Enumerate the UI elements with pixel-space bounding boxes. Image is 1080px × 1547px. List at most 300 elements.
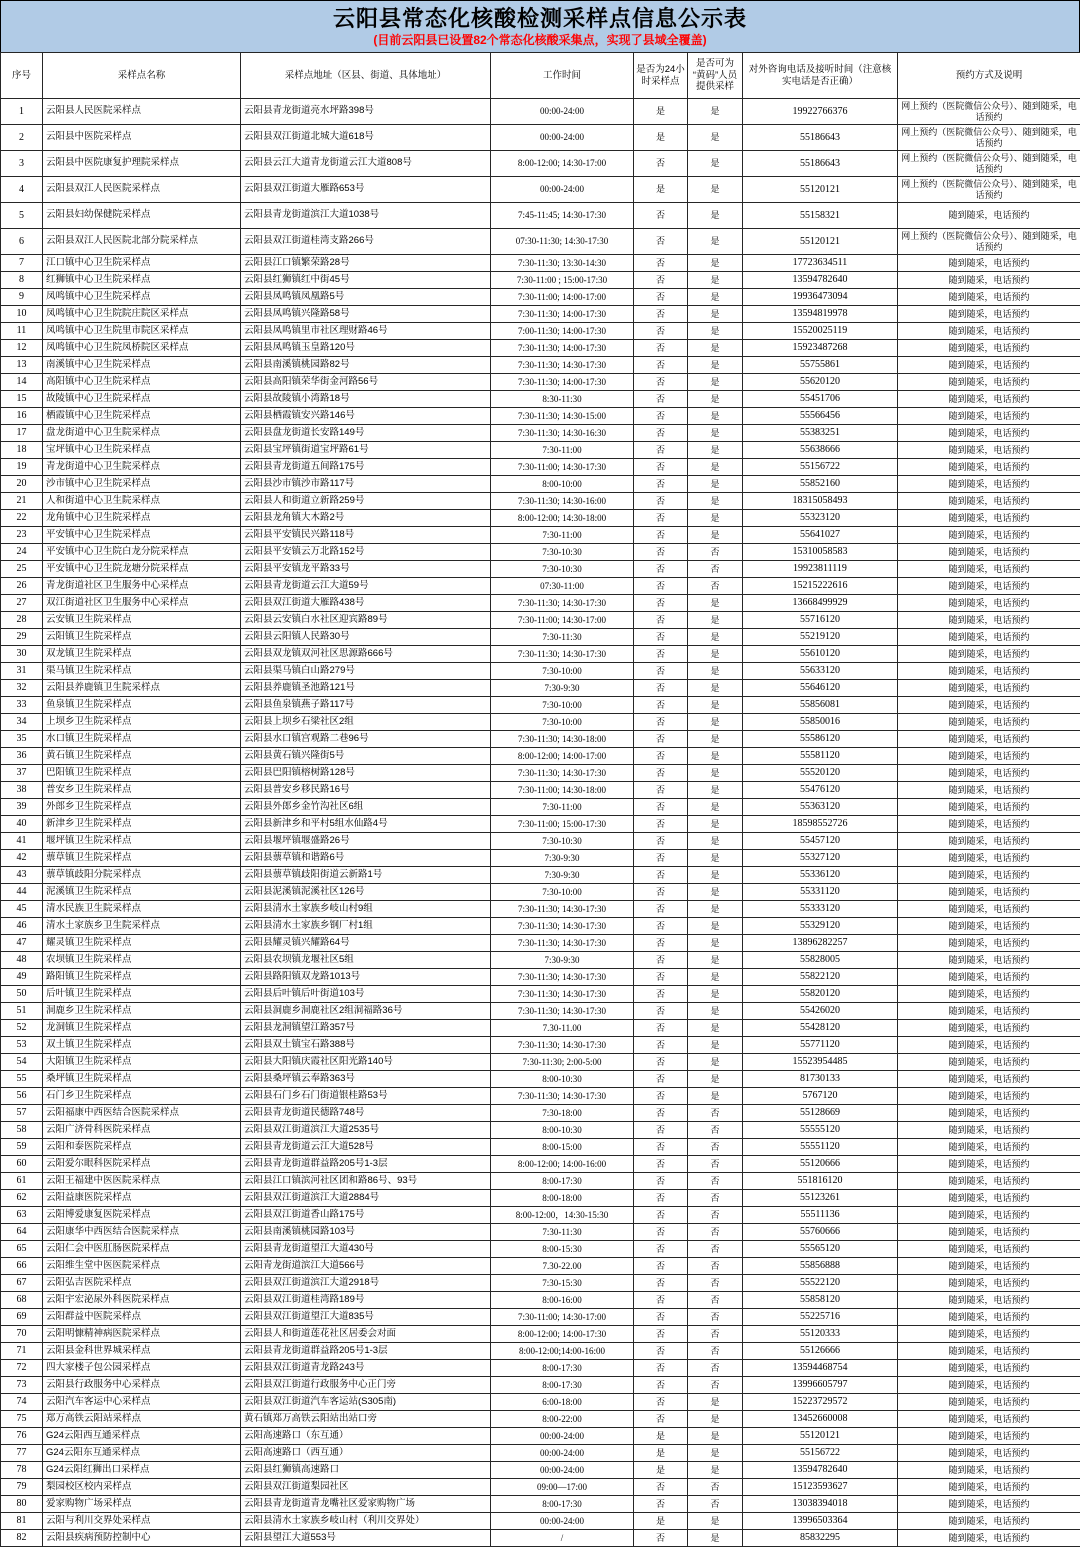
cell-worktime: 8:00-15:30 bbox=[491, 1241, 634, 1258]
cell-name: 清水民族卫生院采样点 bbox=[43, 901, 241, 918]
cell-name: 沙市镇中心卫生院采样点 bbox=[43, 476, 241, 493]
cell-worktime: 7:30-9:30 bbox=[491, 680, 634, 697]
cell-seq: 72 bbox=[1, 1360, 43, 1377]
cell-24h: 否 bbox=[634, 1003, 688, 1020]
table-row bbox=[1, 289, 1080, 306]
cell-booking: 随到随采，电话预约 bbox=[898, 1105, 1080, 1122]
cell-booking: 随到随采，电话预约 bbox=[898, 850, 1080, 867]
cell-yellowcode: 否 bbox=[688, 1173, 743, 1190]
cell-address: 云阳县路阳镇双龙路1013号 bbox=[241, 969, 491, 986]
table-row bbox=[1, 125, 1080, 151]
table-row bbox=[1, 1343, 1080, 1360]
cell-24h: 否 bbox=[634, 646, 688, 663]
table-row bbox=[1, 731, 1080, 748]
cell-yellowcode: 是 bbox=[688, 99, 743, 125]
cell-seq: 4 bbox=[1, 177, 43, 203]
cell-address: 云阳县耀灵镇兴耀路64号 bbox=[241, 935, 491, 952]
cell-24h: 否 bbox=[634, 1496, 688, 1513]
cell-address: 云阳县巴阳镇榕树路128号 bbox=[241, 765, 491, 782]
cell-worktime: 7.30-11.00 bbox=[491, 1020, 634, 1037]
cell-name: 蔈草镇歧阳分院采样点 bbox=[43, 867, 241, 884]
cell-seq: 10 bbox=[1, 306, 43, 323]
cell-booking: 随到随采，电话预约 bbox=[898, 1088, 1080, 1105]
cell-24h: 是 bbox=[634, 1428, 688, 1445]
table-row bbox=[1, 459, 1080, 476]
cell-phone: 55428120 bbox=[743, 1020, 898, 1037]
cell-seq: 76 bbox=[1, 1428, 43, 1445]
table-row bbox=[1, 340, 1080, 357]
cell-booking: 随到随采，电话预约 bbox=[898, 986, 1080, 1003]
cell-address: 云阳县龙洞镇望江路357号 bbox=[241, 1020, 491, 1037]
cell-worktime: 8:00-17:30 bbox=[491, 1377, 634, 1394]
cell-booking: 随到随采，电话预约 bbox=[898, 918, 1080, 935]
cell-worktime: 7.30-22.00 bbox=[491, 1258, 634, 1275]
cell-seq: 81 bbox=[1, 1513, 43, 1530]
cell-yellowcode: 是 bbox=[688, 629, 743, 646]
cell-phone: 55646120 bbox=[743, 680, 898, 697]
cell-worktime: 8:00-10:30 bbox=[491, 1071, 634, 1088]
table-row bbox=[1, 408, 1080, 425]
cell-seq: 71 bbox=[1, 1343, 43, 1360]
cell-worktime: 7:30-10:30 bbox=[491, 544, 634, 561]
cell-seq: 25 bbox=[1, 561, 43, 578]
cell-seq: 15 bbox=[1, 391, 43, 408]
cell-seq: 73 bbox=[1, 1377, 43, 1394]
cell-phone: 19923811119 bbox=[743, 561, 898, 578]
cell-24h: 否 bbox=[634, 1224, 688, 1241]
cell-name: 云阳与利川交界处采样点 bbox=[43, 1513, 241, 1530]
cell-address: 云阳县青龙街道滨江大道1038号 bbox=[241, 203, 491, 229]
table-row bbox=[1, 391, 1080, 408]
cell-name: 大阳镇卫生院采样点 bbox=[43, 1054, 241, 1071]
cell-24h: 否 bbox=[634, 1326, 688, 1343]
cell-booking: 随到随采，电话预约 bbox=[898, 612, 1080, 629]
cell-name: 普安乡卫生院采样点 bbox=[43, 782, 241, 799]
cell-seq: 11 bbox=[1, 323, 43, 340]
cell-booking: 随到随采，电话预约 bbox=[898, 527, 1080, 544]
table-row bbox=[1, 850, 1080, 867]
cell-phone: 5767120 bbox=[743, 1088, 898, 1105]
cell-phone: 55156722 bbox=[743, 1445, 898, 1462]
cell-booking: 随到随采，电话预约 bbox=[898, 731, 1080, 748]
cell-phone: 15923487268 bbox=[743, 340, 898, 357]
cell-24h: 是 bbox=[634, 125, 688, 151]
cell-address: 云阳县凤鸣镇里市社区理财路46号 bbox=[241, 323, 491, 340]
cell-booking: 随到随采，电话预约 bbox=[898, 1360, 1080, 1377]
header-row bbox=[1, 53, 1080, 99]
cell-seq: 17 bbox=[1, 425, 43, 442]
cell-name: 双龙镇卫生院采样点 bbox=[43, 646, 241, 663]
cell-address: 云阳县双江街道大雁路438号 bbox=[241, 595, 491, 612]
cell-booking: 随到随采，电话预约 bbox=[898, 544, 1080, 561]
cell-worktime: 7:30-11:30; 14:30-17:30 bbox=[491, 1088, 634, 1105]
table-row bbox=[1, 1003, 1080, 1020]
cell-worktime: 7:30-11:30; 14:00-17:30 bbox=[491, 374, 634, 391]
cell-address: 云阳县双江街道北城大道618号 bbox=[241, 125, 491, 151]
cell-worktime: 7:30-11:30; 14:30-17:30 bbox=[491, 986, 634, 1003]
cell-address: 云阳县青龙街道望江大道430号 bbox=[241, 1241, 491, 1258]
cell-booking: 网上预约（医院微信公众号）、随到随采，电话预约 bbox=[898, 99, 1080, 125]
cell-booking: 随到随采，电话预约 bbox=[898, 901, 1080, 918]
cell-address: 云阳县江口镇繁荣路28号 bbox=[241, 255, 491, 272]
cell-worktime: 00:00-24:00 bbox=[491, 125, 634, 151]
cell-24h: 否 bbox=[634, 1241, 688, 1258]
cell-name: 上坝乡卫生院采样点 bbox=[43, 714, 241, 731]
cell-24h: 否 bbox=[634, 782, 688, 799]
cell-address: 云阳县宝坪镇街道宝坪路61号 bbox=[241, 442, 491, 459]
cell-yellowcode: 是 bbox=[688, 1003, 743, 1020]
cell-seq: 33 bbox=[1, 697, 43, 714]
cell-yellowcode: 是 bbox=[688, 714, 743, 731]
cell-seq: 24 bbox=[1, 544, 43, 561]
cell-seq: 1 bbox=[1, 99, 43, 125]
cell-24h: 否 bbox=[634, 1071, 688, 1088]
cell-name: 堰坪镇卫生院采样点 bbox=[43, 833, 241, 850]
cell-worktime: 00:00-24:00 bbox=[491, 1513, 634, 1530]
cell-address: 云阳县凤鸣镇凤凰路5号 bbox=[241, 289, 491, 306]
cell-address: 云阳县双江街道桂湾支路266号 bbox=[241, 229, 491, 255]
cell-name: 栖霞镇中心卫生院采样点 bbox=[43, 408, 241, 425]
cell-address: 云阳县云阳镇人民路30号 bbox=[241, 629, 491, 646]
cell-address: 云阳县龙角镇大木路2号 bbox=[241, 510, 491, 527]
cell-24h: 否 bbox=[634, 203, 688, 229]
cell-booking: 网上预约（医院微信公众号）、随到随采，电话预约 bbox=[898, 151, 1080, 177]
cell-24h: 否 bbox=[634, 612, 688, 629]
cell-seq: 2 bbox=[1, 125, 43, 151]
cell-booking: 随到随采，电话预约 bbox=[898, 680, 1080, 697]
cell-name: 云阳广济骨科医院采样点 bbox=[43, 1122, 241, 1139]
cell-yellowcode: 是 bbox=[688, 816, 743, 833]
cell-yellowcode: 是 bbox=[688, 1020, 743, 1037]
cell-24h: 否 bbox=[634, 408, 688, 425]
cell-24h: 否 bbox=[634, 1292, 688, 1309]
cell-seq: 32 bbox=[1, 680, 43, 697]
column-header-24h: 是否为24小时采样点 bbox=[634, 53, 688, 99]
table-row bbox=[1, 1224, 1080, 1241]
cell-name: 青龙街道社区卫生服务中心采样点 bbox=[43, 578, 241, 595]
table-row bbox=[1, 1411, 1080, 1428]
cell-name: 蔈草镇卫生院采样点 bbox=[43, 850, 241, 867]
cell-booking: 随到随采，电话预约 bbox=[898, 510, 1080, 527]
cell-seq: 62 bbox=[1, 1190, 43, 1207]
cell-24h: 否 bbox=[634, 340, 688, 357]
cell-phone: 55126666 bbox=[743, 1343, 898, 1360]
table-row bbox=[1, 1394, 1080, 1411]
cell-booking: 随到随采，电话预约 bbox=[898, 714, 1080, 731]
cell-yellowcode: 是 bbox=[688, 1054, 743, 1071]
cell-24h: 否 bbox=[634, 425, 688, 442]
cell-name: 巴阳镇卫生院采样点 bbox=[43, 765, 241, 782]
cell-booking: 随到随采，电话预约 bbox=[898, 459, 1080, 476]
cell-seq: 37 bbox=[1, 765, 43, 782]
cell-worktime: 7:30-11:00; 14:30-17:00 bbox=[491, 1309, 634, 1326]
cell-yellowcode: 否 bbox=[688, 561, 743, 578]
cell-24h: 否 bbox=[634, 561, 688, 578]
cell-name: 宝坪镇中心卫生院采样点 bbox=[43, 442, 241, 459]
cell-24h: 否 bbox=[634, 272, 688, 289]
cell-phone: 13896282257 bbox=[743, 935, 898, 952]
cell-name: 云阳县行政服务中心采样点 bbox=[43, 1377, 241, 1394]
cell-seq: 42 bbox=[1, 850, 43, 867]
cell-yellowcode: 是 bbox=[688, 612, 743, 629]
cell-24h: 否 bbox=[634, 1122, 688, 1139]
cell-name: 凤鸣镇中心卫生院院庄院区采样点 bbox=[43, 306, 241, 323]
cell-address: 云阳县南溪镇桃园路82号 bbox=[241, 357, 491, 374]
cell-name: 云安镇卫生院采样点 bbox=[43, 612, 241, 629]
cell-worktime: 8:00-15:00 bbox=[491, 1139, 634, 1156]
cell-booking: 随到随采，电话预约 bbox=[898, 391, 1080, 408]
cell-worktime: 7:30-11:30; 14:00-17:30 bbox=[491, 306, 634, 323]
cell-worktime: 8:00-17:30 bbox=[491, 1360, 634, 1377]
cell-24h: 否 bbox=[634, 391, 688, 408]
cell-address: 云阳县青龙街道五间路175号 bbox=[241, 459, 491, 476]
cell-24h: 否 bbox=[634, 442, 688, 459]
cell-24h: 否 bbox=[634, 935, 688, 952]
cell-name: 云阳博爱康复医院采样点 bbox=[43, 1207, 241, 1224]
cell-seq: 9 bbox=[1, 289, 43, 306]
cell-phone: 55333120 bbox=[743, 901, 898, 918]
cell-yellowcode: 否 bbox=[688, 1326, 743, 1343]
column-header-phone: 对外咨询电话及接听时间（注意核实电话是否正确） bbox=[743, 53, 898, 99]
cell-address: 云阳县双江街道滨江大道2884号 bbox=[241, 1190, 491, 1207]
cell-address: 云阳高速路口（西互通） bbox=[241, 1445, 491, 1462]
cell-seq: 65 bbox=[1, 1241, 43, 1258]
table-row bbox=[1, 714, 1080, 731]
cell-name: 云阳和泰医院采样点 bbox=[43, 1139, 241, 1156]
cell-seq: 45 bbox=[1, 901, 43, 918]
cell-phone: 55120333 bbox=[743, 1326, 898, 1343]
cell-seq: 40 bbox=[1, 816, 43, 833]
cell-24h: 否 bbox=[634, 969, 688, 986]
table-row bbox=[1, 799, 1080, 816]
cell-address: 云阳县大阳镇庆霞社区阳光路140号 bbox=[241, 1054, 491, 1071]
cell-booking: 随到随采，电话预约 bbox=[898, 629, 1080, 646]
cell-address: 云阳县凤鸣镇玉皇路120号 bbox=[241, 340, 491, 357]
cell-booking: 随到随采，电话预约 bbox=[898, 255, 1080, 272]
column-header-address: 采样点地址（区县、街道、具体地址） bbox=[241, 53, 491, 99]
cell-24h: 否 bbox=[634, 357, 688, 374]
cell-24h: 否 bbox=[634, 229, 688, 255]
cell-phone: 55638666 bbox=[743, 442, 898, 459]
cell-worktime: 7:30-11:30 bbox=[491, 1224, 634, 1241]
cell-address: 云阳县双龙镇双河社区思源路666号 bbox=[241, 646, 491, 663]
cell-address: 云阳县养鹿镇圣池路121号 bbox=[241, 680, 491, 697]
cell-booking: 随到随采，电话预约 bbox=[898, 952, 1080, 969]
cell-booking: 随到随采，电话预约 bbox=[898, 595, 1080, 612]
cell-seq: 48 bbox=[1, 952, 43, 969]
table-row bbox=[1, 629, 1080, 646]
table-row bbox=[1, 765, 1080, 782]
column-header-worktime: 工作时间 bbox=[491, 53, 634, 99]
cell-name: 云阳县金科世界城采样点 bbox=[43, 1343, 241, 1360]
cell-seq: 26 bbox=[1, 578, 43, 595]
cell-phone: 55457120 bbox=[743, 833, 898, 850]
table-row bbox=[1, 1207, 1080, 1224]
cell-24h: 否 bbox=[634, 578, 688, 595]
cell-address: 云阳县清水土家族乡钢厂村1组 bbox=[241, 918, 491, 935]
cell-worktime: 7:30-10:30 bbox=[491, 833, 634, 850]
cell-booking: 随到随采，电话预约 bbox=[898, 799, 1080, 816]
cell-yellowcode: 是 bbox=[688, 177, 743, 203]
table-row bbox=[1, 1530, 1080, 1547]
title-band bbox=[0, 0, 1080, 52]
cell-seq: 61 bbox=[1, 1173, 43, 1190]
cell-worktime: 7:30-11:00 ; 15:00-17:30 bbox=[491, 272, 634, 289]
cell-yellowcode: 是 bbox=[688, 646, 743, 663]
cell-seq: 70 bbox=[1, 1326, 43, 1343]
cell-seq: 16 bbox=[1, 408, 43, 425]
cell-phone: 13996503364 bbox=[743, 1513, 898, 1530]
cell-address: 云阳县平安镇龙平路33号 bbox=[241, 561, 491, 578]
cell-24h: 否 bbox=[634, 1394, 688, 1411]
cell-address: 云阳县双江街道滨江大道2918号 bbox=[241, 1275, 491, 1292]
cell-yellowcode: 否 bbox=[688, 544, 743, 561]
cell-address: 云阳县清水土家族乡岐山村9组 bbox=[241, 901, 491, 918]
cell-phone: 19936473094 bbox=[743, 289, 898, 306]
table-row bbox=[1, 177, 1080, 203]
table-row bbox=[1, 527, 1080, 544]
cell-phone: 55820120 bbox=[743, 986, 898, 1003]
cell-worktime: 7:30-9:30 bbox=[491, 867, 634, 884]
table-row bbox=[1, 986, 1080, 1003]
table-row bbox=[1, 952, 1080, 969]
cell-address: 云阳县双江街道行政服务中心正门旁 bbox=[241, 1377, 491, 1394]
cell-worktime: 7:30-11:30; 14:30-17:30 bbox=[491, 901, 634, 918]
cell-worktime: 00:00-24:00 bbox=[491, 1445, 634, 1462]
table-row bbox=[1, 867, 1080, 884]
table-row bbox=[1, 1462, 1080, 1479]
table-row bbox=[1, 306, 1080, 323]
cell-booking: 随到随采，电话预约 bbox=[898, 578, 1080, 595]
cell-phone: 13452660008 bbox=[743, 1411, 898, 1428]
cell-address: 云阳县双江街道梨园社区 bbox=[241, 1479, 491, 1496]
cell-seq: 77 bbox=[1, 1445, 43, 1462]
table-row bbox=[1, 203, 1080, 229]
cell-phone: 55852160 bbox=[743, 476, 898, 493]
cell-address: 云阳县双江街道桂湾路189号 bbox=[241, 1292, 491, 1309]
cell-yellowcode: 是 bbox=[688, 306, 743, 323]
cell-yellowcode: 是 bbox=[688, 884, 743, 901]
cell-24h: 是 bbox=[634, 99, 688, 125]
table-row bbox=[1, 680, 1080, 697]
cell-worktime: / bbox=[491, 1530, 634, 1547]
cell-address: 云阳县平安镇民兴路118号 bbox=[241, 527, 491, 544]
cell-seq: 52 bbox=[1, 1020, 43, 1037]
cell-24h: 否 bbox=[634, 986, 688, 1003]
table-row bbox=[1, 357, 1080, 374]
cell-worktime: 7:30-11:00 bbox=[491, 527, 634, 544]
cell-booking: 随到随采，电话预约 bbox=[898, 1003, 1080, 1020]
cell-yellowcode: 否 bbox=[688, 1360, 743, 1377]
cell-yellowcode: 是 bbox=[688, 1513, 743, 1530]
cell-name: 云阳爱尔眼科医院采样点 bbox=[43, 1156, 241, 1173]
cell-name: 新津乡卫生院采样点 bbox=[43, 816, 241, 833]
cell-24h: 否 bbox=[634, 527, 688, 544]
cell-yellowcode: 是 bbox=[688, 765, 743, 782]
cell-worktime: 07:30-11:30; 14:30-17:30 bbox=[491, 229, 634, 255]
cell-yellowcode: 是 bbox=[688, 527, 743, 544]
cell-name: 外郎乡卫生院采样点 bbox=[43, 799, 241, 816]
cell-worktime: 7:30-10:30 bbox=[491, 561, 634, 578]
cell-name: 凤鸣镇中心卫生院里市院区采样点 bbox=[43, 323, 241, 340]
cell-worktime: 7:30-11:30; 14:30-17:30 bbox=[491, 595, 634, 612]
cell-seq: 44 bbox=[1, 884, 43, 901]
cell-phone: 55120121 bbox=[743, 1428, 898, 1445]
cell-phone: 15523954485 bbox=[743, 1054, 898, 1071]
cell-worktime: 8:00-12:00; 14:00-17:30 bbox=[491, 1326, 634, 1343]
cell-worktime: 8:00-10:00 bbox=[491, 476, 634, 493]
cell-phone: 18315058493 bbox=[743, 493, 898, 510]
cell-phone: 81730133 bbox=[743, 1071, 898, 1088]
cell-booking: 随到随采，电话预约 bbox=[898, 1275, 1080, 1292]
cell-name: 双土镇卫生院采样点 bbox=[43, 1037, 241, 1054]
cell-seq: 69 bbox=[1, 1309, 43, 1326]
cell-yellowcode: 是 bbox=[688, 969, 743, 986]
cell-name: 后叶镇卫生院采样点 bbox=[43, 986, 241, 1003]
cell-yellowcode: 否 bbox=[688, 1190, 743, 1207]
cell-booking: 随到随采，电话预约 bbox=[898, 357, 1080, 374]
cell-24h: 否 bbox=[634, 459, 688, 476]
cell-booking: 随到随采，电话预约 bbox=[898, 476, 1080, 493]
cell-address: 云阳县红狮镇红中街45号 bbox=[241, 272, 491, 289]
cell-worktime: 8:00-12:00; 14:30-17:00 bbox=[491, 151, 634, 177]
cell-phone: 55828005 bbox=[743, 952, 898, 969]
table-row bbox=[1, 1496, 1080, 1513]
cell-name: 云阳明慷精神病医院采样点 bbox=[43, 1326, 241, 1343]
cell-name: 路阳镇卫生院采样点 bbox=[43, 969, 241, 986]
table-row bbox=[1, 1071, 1080, 1088]
cell-address: 云阳县云江大道青龙街道云江大道808号 bbox=[241, 151, 491, 177]
cell-seq: 75 bbox=[1, 1411, 43, 1428]
cell-name: 青龙街道中心卫生院采样点 bbox=[43, 459, 241, 476]
table-row bbox=[1, 1139, 1080, 1156]
cell-worktime: 00:00-24:00 bbox=[491, 1462, 634, 1479]
cell-booking: 随到随采，电话预约 bbox=[898, 1139, 1080, 1156]
cell-yellowcode: 是 bbox=[688, 272, 743, 289]
cell-name: 农坝镇卫生院采样点 bbox=[43, 952, 241, 969]
cell-address: 云阳县人和街道莲花社区居委会对面 bbox=[241, 1326, 491, 1343]
cell-booking: 随到随采，电话预约 bbox=[898, 1326, 1080, 1343]
cell-24h: 否 bbox=[634, 697, 688, 714]
table-row bbox=[1, 476, 1080, 493]
cell-booking: 随到随采，电话预约 bbox=[898, 1343, 1080, 1360]
cell-worktime: 7:30-11:30; 14:30-17:30 bbox=[491, 765, 634, 782]
cell-booking: 随到随采，电话预约 bbox=[898, 1224, 1080, 1241]
cell-worktime: 7:30-10:00 bbox=[491, 697, 634, 714]
cell-seq: 63 bbox=[1, 1207, 43, 1224]
cell-booking: 网上预约（医院微信公众号）、随到随采，电话预约 bbox=[898, 125, 1080, 151]
cell-phone: 55633120 bbox=[743, 663, 898, 680]
table-row bbox=[1, 833, 1080, 850]
cell-name: 云阳群益中医院采样点 bbox=[43, 1309, 241, 1326]
cell-address: 云阳县双江街道滨江大道2535号 bbox=[241, 1122, 491, 1139]
cell-yellowcode: 是 bbox=[688, 697, 743, 714]
cell-worktime: 7:30-11:30; 14:30-16:00 bbox=[491, 493, 634, 510]
cell-booking: 随到随采，电话预约 bbox=[898, 1411, 1080, 1428]
cell-24h: 否 bbox=[634, 884, 688, 901]
cell-booking: 随到随采，电话预约 bbox=[898, 867, 1080, 884]
cell-phone: 55520120 bbox=[743, 765, 898, 782]
cell-booking: 网上预约（医院微信公众号）、随到随采，电话预约 bbox=[898, 177, 1080, 203]
cell-worktime: 8:00-12:00; 14:30-18:00 bbox=[491, 510, 634, 527]
cell-booking: 随到随采，电话预约 bbox=[898, 646, 1080, 663]
cell-name: 云阳县养鹿镇卫生院采样点 bbox=[43, 680, 241, 697]
cell-seq: 7 bbox=[1, 255, 43, 272]
cell-worktime: 8:00-18:00 bbox=[491, 1190, 634, 1207]
cell-yellowcode: 否 bbox=[688, 1496, 743, 1513]
cell-worktime: 7:30-11:00; 15:00-17:30 bbox=[491, 816, 634, 833]
cell-booking: 随到随采，电话预约 bbox=[898, 374, 1080, 391]
